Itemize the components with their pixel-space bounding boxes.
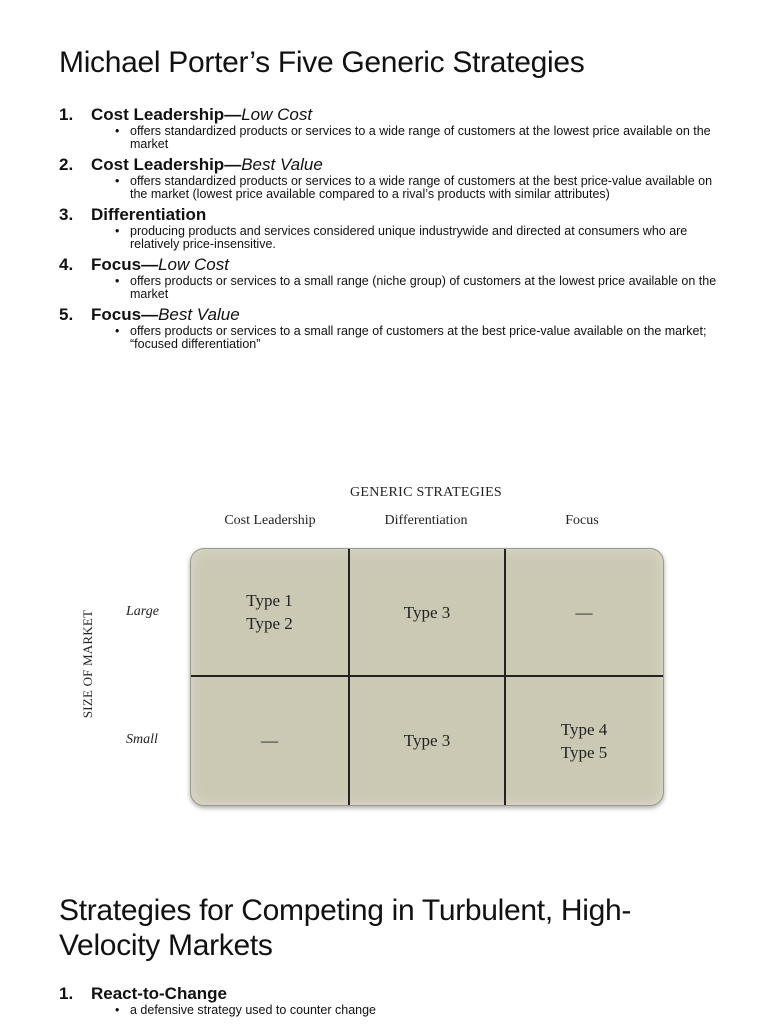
matrix-cell bbox=[505, 676, 663, 805]
matrix-cell bbox=[505, 549, 663, 675]
list-item-number: 2. bbox=[59, 155, 74, 174]
row-header-small: Small bbox=[126, 732, 158, 747]
matrix-cell-text: Type 2 bbox=[246, 614, 293, 633]
column-header-focus: Focus bbox=[565, 513, 599, 528]
list-item-subtitle: Best Value bbox=[158, 305, 240, 324]
list-item-title: Cost Leadership bbox=[91, 155, 225, 174]
matrix-cell-text: Type 1 bbox=[246, 591, 293, 610]
list-item-title: React-to-Change bbox=[91, 984, 228, 1003]
list-item-number: 3. bbox=[59, 205, 74, 224]
column-header-cost-leadership: Cost Leadership bbox=[224, 513, 316, 528]
row-header-large: Large bbox=[126, 604, 159, 619]
matrix-cell-text: Type 5 bbox=[560, 742, 608, 762]
bullet-list bbox=[59, 225, 719, 254]
matrix-cell bbox=[191, 549, 348, 675]
list-item-number: 1. bbox=[59, 105, 74, 124]
list-item-heading bbox=[59, 304, 719, 325]
list-item-number: 5. bbox=[59, 305, 74, 324]
list-item-separator: — bbox=[224, 155, 242, 174]
list-item-number: 4. bbox=[59, 255, 74, 274]
matrix-cell bbox=[191, 676, 348, 805]
matrix-cell bbox=[349, 549, 505, 675]
list-item-heading bbox=[59, 104, 719, 125]
page-title: Michael Porter’s Five Generic Strategies bbox=[59, 46, 585, 79]
list-item bbox=[59, 254, 719, 304]
strategy-matrix bbox=[190, 548, 664, 806]
bullet-list bbox=[59, 325, 719, 354]
turbulent-strategy-list bbox=[59, 983, 719, 1021]
matrix-cell-text: Type 3 bbox=[403, 602, 451, 622]
matrix-cell-text: — bbox=[261, 731, 278, 750]
axis-label-size-of-market: SIZE OF MARKET bbox=[80, 609, 95, 719]
list-item-heading bbox=[59, 983, 719, 1004]
bullet-text: • offers standardized products or services to a wide range of customers at the best price-value available on the market (lowest price available compared to a rival’s products with similar attributes) bbox=[115, 175, 719, 200]
list-item-title: Focus bbox=[91, 305, 142, 324]
list-item-title: Cost Leadership bbox=[91, 105, 225, 124]
list-item-subtitle: Best Value bbox=[241, 155, 323, 174]
bullet-list bbox=[59, 1004, 719, 1021]
bullet-list bbox=[59, 175, 719, 204]
matrix-cell-text: — bbox=[575, 602, 593, 622]
list-item-separator: — bbox=[224, 105, 242, 124]
list-item-subtitle: Low Cost bbox=[241, 105, 313, 124]
list-item-heading bbox=[59, 254, 719, 275]
list-item-number: 1. bbox=[59, 984, 74, 1003]
list-item bbox=[59, 983, 719, 1021]
matrix-cell-text: Type 3 bbox=[403, 731, 451, 750]
list-item-title: Differentiation bbox=[91, 205, 207, 224]
list-item-heading bbox=[59, 204, 719, 225]
generic-strategies-figure bbox=[70, 470, 690, 820]
bullet-text: • producing products and services considered unique industrywide and directed at consumers who are relatively price-insensitive. bbox=[115, 225, 719, 250]
matrix-cell-text: Type 4 bbox=[560, 719, 608, 739]
list-item-separator: — bbox=[141, 305, 159, 324]
list-item bbox=[59, 154, 719, 204]
matrix-cell bbox=[349, 676, 505, 805]
bullet-text: • a defensive strategy used to counter change bbox=[115, 1004, 719, 1017]
bullet-list bbox=[59, 125, 719, 154]
bullet-text: • offers standardized products or services to a wide range of customers at the lowest price available on the market bbox=[115, 125, 719, 150]
bullet-text: • offers products or services to a small range of customers at the best price-value available on the market; “focused differentiation” bbox=[115, 325, 719, 350]
column-header-differentiation: Differentiation bbox=[384, 513, 468, 528]
list-item bbox=[59, 204, 719, 254]
list-item-heading bbox=[59, 154, 719, 175]
bullet-text: • offers products or services to a small range (niche group) of customers at the lowest price available on the market bbox=[115, 275, 719, 300]
list-item-subtitle: Low Cost bbox=[158, 255, 229, 274]
strategy-list bbox=[59, 104, 719, 354]
list-item-title: Focus bbox=[91, 255, 142, 274]
list-item-separator: — bbox=[141, 255, 159, 274]
section-title: Strategies for Competing in Turbulent, High-Velocity Markets bbox=[59, 894, 632, 962]
bullet-list bbox=[59, 275, 719, 304]
list-item bbox=[59, 304, 719, 354]
figure-heading: GENERIC STRATEGIES bbox=[350, 485, 503, 500]
list-item bbox=[59, 104, 719, 154]
